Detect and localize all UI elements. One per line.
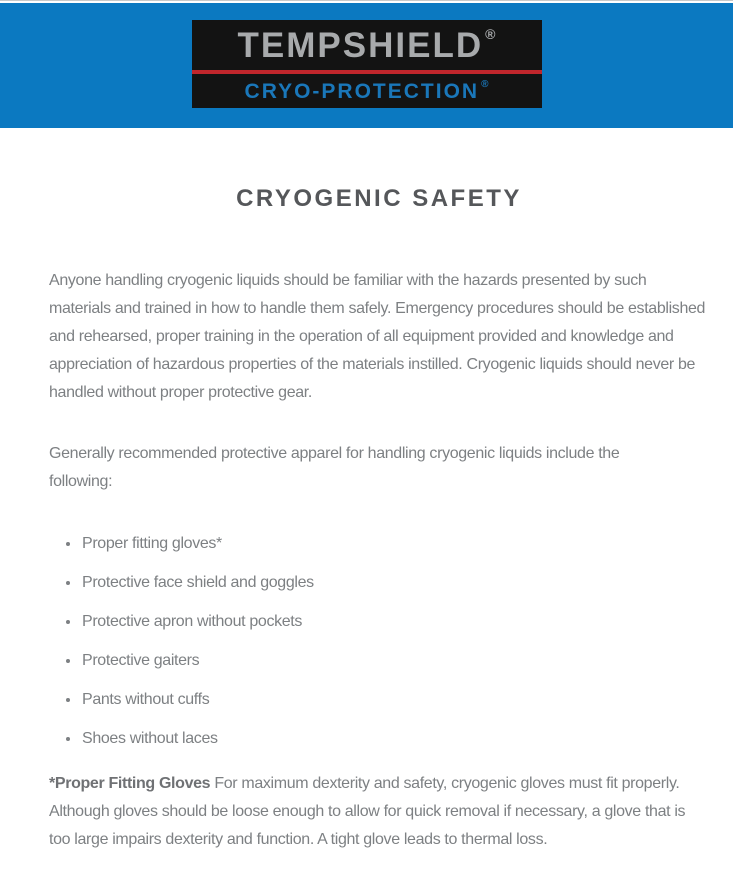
footnote-text: For maximum dexterity and safety, cryogenic gloves must fit properly. Although gloves should be loose enough to allow for quick removal if necessary, a glove that is too large impairs dexterity and function. A tight glove leads to thermal loss. [49, 775, 686, 848]
list-item: • Protective face shield and goggles [81, 568, 709, 597]
list-item: • Proper fitting gloves* [81, 529, 709, 558]
registered-trademark-icon: ® [481, 79, 489, 90]
logo-secondary-text [192, 74, 542, 108]
article [49, 185, 709, 854]
list-item: • Pants without cuffs [81, 685, 709, 714]
intro-paragraph: Anyone handling cryogenic liquids should be familiar with the hazards presented by such materials and trained in how to handle them safely. Emergency procedures should be established and rehearsed, proper training in the operation of all equipment provided and knowledge and appreciation of hazardous properties of the materials instilled. Cryogenic liquids should never be handled without proper protective gear. [49, 272, 706, 401]
list-item: • Protective apron without pockets [81, 607, 709, 636]
logo-secondary-label: CRYO-PROTECTION [244, 79, 480, 103]
page-title: CRYOGENIC SAFETY [236, 185, 522, 212]
footnote-lead: *Proper Fitting Gloves [49, 775, 211, 792]
list-item: • Protective gaiters [81, 646, 709, 675]
logo-primary-label: TEMPSHIELD [237, 25, 484, 65]
header-band [0, 3, 733, 128]
list-intro-paragraph: Generally recommended protective apparel for handling cryogenic liquids include the following: [49, 445, 620, 490]
footnote-paragraph [49, 770, 709, 854]
protective-apparel-list [49, 529, 709, 753]
logo-primary-text [192, 20, 542, 70]
tempshield-logo[interactable] [192, 20, 542, 108]
list-item: • Shoes without laces [81, 724, 709, 753]
registered-trademark-icon: ® [485, 26, 496, 42]
